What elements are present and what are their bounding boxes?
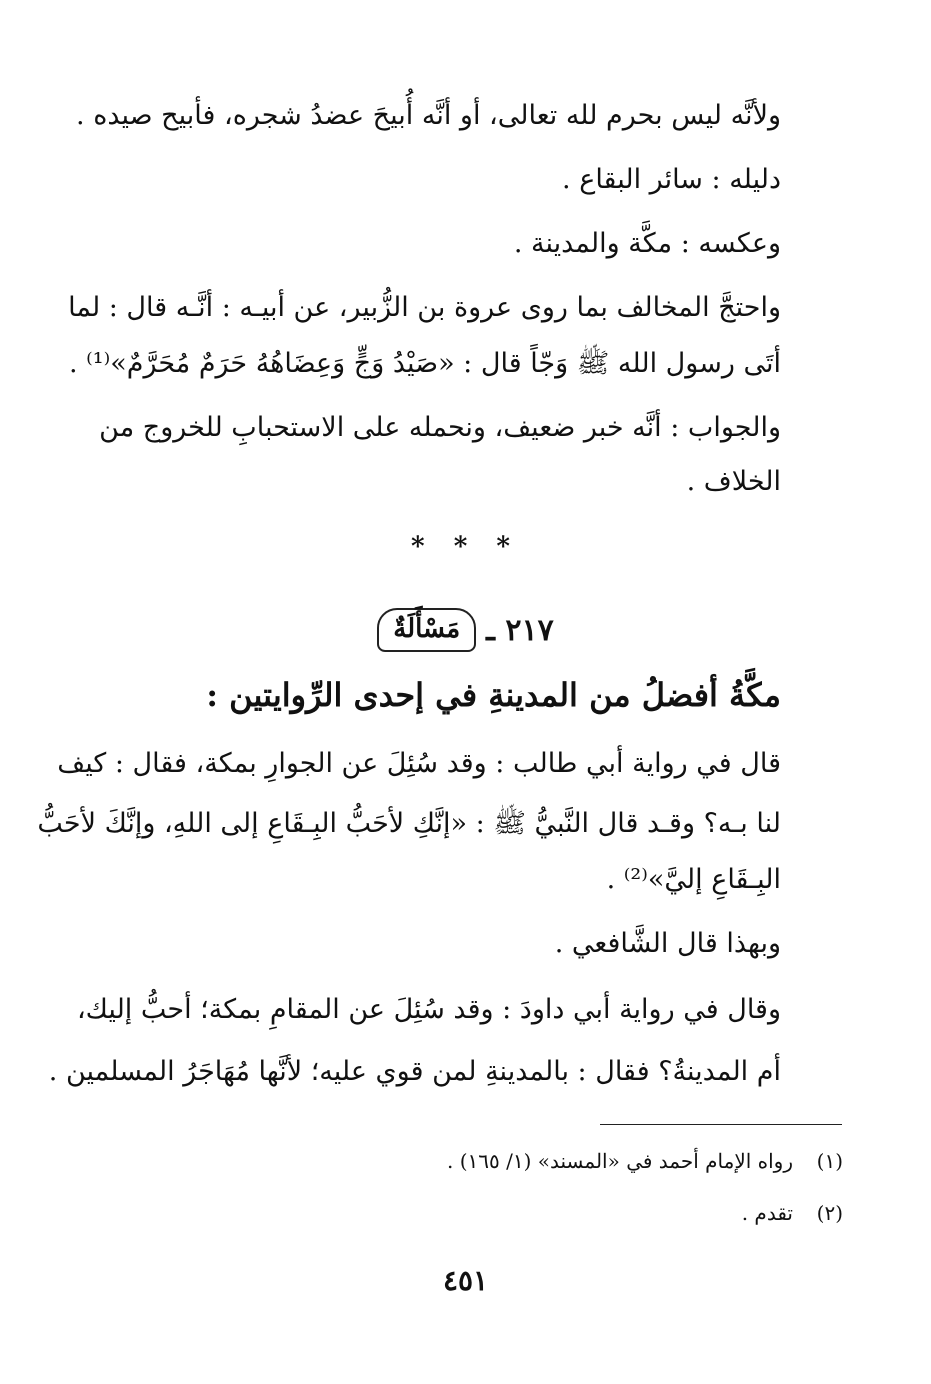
body-line-4: واحتجَّ المخالف بما روى عروة بن الزُّبير، عن أبيـه : أنَّـه قال : لما	[68, 292, 781, 323]
masala-title	[0, 602, 931, 658]
body-line-6: والجواب : أنَّه خبر ضعيف، ونحمله على الاستحبابِ للخروج من	[99, 412, 781, 443]
section-line-5: وقال في رواية أبي داودَ : وقد سُئِلَ عن المقامِ بمكة؛ أحبُّ إليك،	[76, 994, 781, 1025]
footnote-text: تقدم .	[741, 1201, 793, 1225]
masala-number: ٢١٧ ـ	[486, 612, 554, 648]
body-line-7: الخلاف .	[686, 466, 781, 497]
section-heading: مكَّةُ أفضلُ من المدينةِ في إحدى الرِّوايتين :	[206, 676, 781, 714]
footnote-2	[742, 1198, 843, 1228]
body-line-2: دليله : سائر البقاع .	[562, 164, 781, 195]
footnote-text: رواه الإمام أحمد في «المسند» (١/ ١٦٥) .	[447, 1149, 793, 1173]
body-line-1: ولأنَّه ليس بحرم لله تعالى، أو أنَّه أُبيحَ عضدُ شجره، فأبيح صيده .	[76, 100, 781, 131]
section-line-3: البِـقَاعِ إليَّ»⁽²⁾ .	[606, 864, 781, 895]
footnote-1	[447, 1146, 843, 1176]
page-number: ٤٥١	[442, 1264, 489, 1297]
section-line-4: وبهذا قال الشَّافعي .	[554, 928, 781, 959]
section-line-1: قال في رواية أبي طالب : وقد سُئِلَ عن الجوارِ بمكة، فقال : كيف	[57, 748, 781, 779]
section-line-6: أم المدينةُ؟ فقال : بالمدينةِ لمن قوي عليه؛ لأنَّها مُهَاجَرُ المسلمين .	[48, 1056, 781, 1087]
body-line-3: وعكسه : مكَّة والمدينة .	[513, 228, 781, 259]
footnote-number: (١)	[816, 1149, 843, 1173]
footnote-divider	[600, 1124, 842, 1125]
masala-word: مَسْأَلَةٌ	[377, 608, 476, 652]
section-line-2: لنا بـه؟ وقـد قال النَّبيُّ ﷺ : «إنَّكِ لأحَبُّ البِـقَاعِ إلى اللهِ، وإنَّكَ لأحَبُّ	[37, 808, 781, 839]
body-line-5: أتَى رسول الله ﷺ وَجّاً قال : «صَيْدُ وَجٍّ وَعِضَاهُهُ حَرَمٌ مُحَرَّمٌ»⁽¹⁾ .	[68, 348, 781, 379]
section-separator: * * *	[411, 532, 520, 562]
footnote-number: (٢)	[816, 1201, 843, 1225]
